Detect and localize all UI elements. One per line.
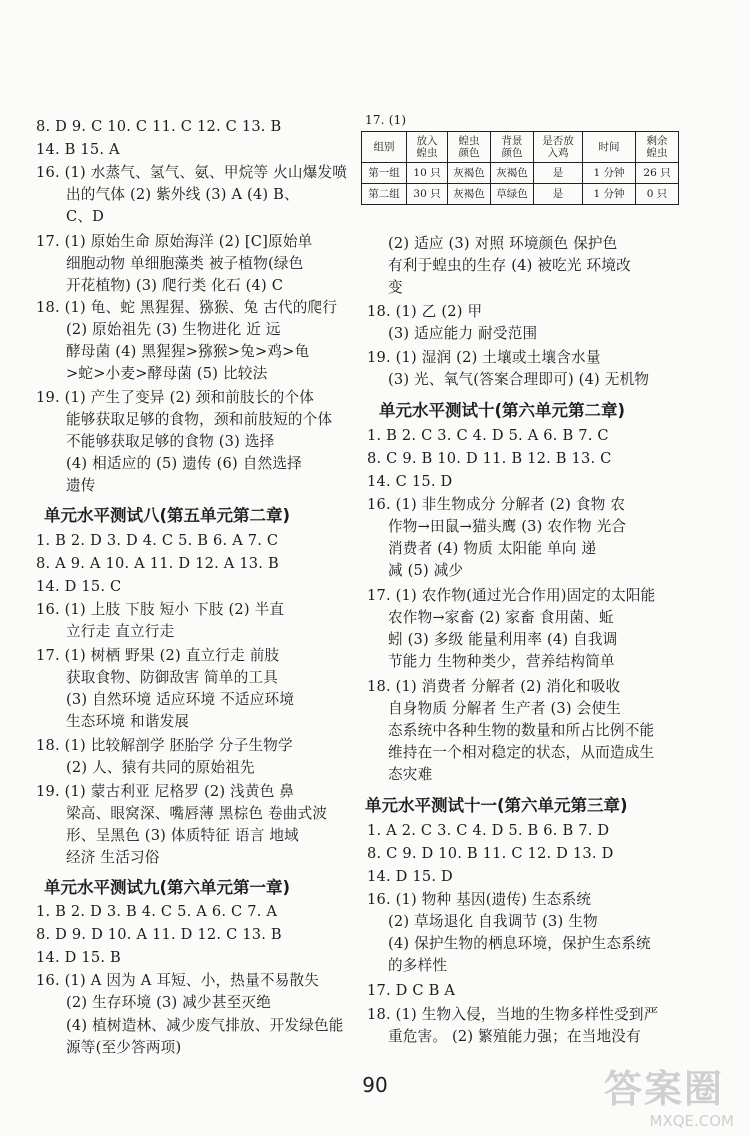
answer-line: 14. B 15. A	[36, 141, 120, 158]
answer-line: 生态环境 和谐发展	[66, 713, 190, 730]
answer-line: 14. D 15. B	[36, 949, 121, 966]
answer-line: 8. C 9. B 10. D 11. B 12. B 13. C	[367, 450, 612, 467]
answer-line: (2) 生存环境 (3) 减少甚至灭绝	[66, 994, 271, 1011]
answer-line: 维持在一个相对稳定的状态，从而造成生	[388, 744, 655, 761]
section-heading: 单元水平测试十(第六单元第二章)	[379, 401, 626, 420]
answer-line: 农作物→家畜 (2) 家畜 食用菌、蚯	[388, 609, 614, 626]
answer-line: (2) 人、猿有共同的原始祖先	[66, 759, 255, 776]
answer-line: 14. C 15. D	[367, 473, 453, 490]
answer-line: 态系统中各种生物的数量和所占比例不能	[388, 722, 655, 739]
table-cell: 10 只	[407, 163, 448, 184]
table-cell: 30 只	[407, 184, 448, 205]
answer-line: 1. B 2. C 3. C 4. D 5. A 6. B 7. C	[367, 427, 609, 444]
answer-line: 出的气体 (2) 紫外线 (3) A (4) B、	[66, 186, 299, 203]
answer-line: 酵母菌 (4) 黑猩猩>猕猴>兔>鸡>龟	[66, 343, 310, 360]
answer-line: 蚓 (3) 多级 能量利用率 (4) 自我调	[388, 631, 618, 648]
table-cell: 1 分钟	[583, 184, 636, 205]
answer-line: 细胞动物 单细胞藻类 被子植物(绿色	[66, 255, 304, 272]
answer-line: 17. (1) 原始生命 原始海洋 (2) [C]原始单	[36, 233, 313, 250]
answer-line: 19. (1) 蒙古利亚 尼格罗 (2) 浅黄色 鼻	[36, 783, 295, 800]
answer-line: 变	[388, 279, 403, 296]
table-cell: 是	[534, 184, 583, 205]
answer-line: 16. (1) A 因为 A 耳短、小，热量不易散失	[36, 972, 320, 989]
page-number: 90	[362, 1073, 388, 1097]
answer-line: 的多样性	[388, 957, 448, 974]
answer-line: 遗传	[66, 477, 96, 494]
answer-line: (3) 适应能力 耐受范围	[388, 325, 538, 342]
watermark-url: MXQE.COM	[649, 1112, 734, 1130]
answer-line: 消费者 (4) 物质 太阳能 单向 递	[388, 540, 597, 557]
answer-line: 1. B 2. D 3. B 4. C 5. A 6. C 7. A	[36, 903, 278, 920]
table-header-row	[362, 132, 679, 163]
answer-line: 自身物质 分解者 生产者 (3) 会使生	[388, 700, 621, 717]
answer-line: 源等(至少答两项)	[66, 1039, 182, 1056]
answer-line: 立行走 直立行走	[66, 623, 175, 640]
answer-line: 19. (1) 湿润 (2) 土壤或土壤含水量	[367, 349, 601, 366]
answer-line: 14. D 15. C	[36, 578, 122, 595]
answer-line: (2) 草场退化 自我调节 (3) 生物	[388, 913, 598, 930]
answer-line: 减 (5) 减少	[388, 562, 464, 579]
table-cell: 草绿色	[491, 184, 534, 205]
table-cell: 灰褐色	[448, 184, 491, 205]
table-header-cell: 组别	[362, 132, 407, 163]
watermark-text: 答案圈	[603, 1067, 724, 1111]
answer-line: 1. B 2. D 3. D 4. C 5. B 6. A 7. C	[36, 532, 279, 549]
answer-line: 17. (1) 树栖 野果 (2) 直立行走 前肢	[36, 647, 280, 664]
table-cell: 第一组	[362, 163, 407, 184]
table-header-cell: 时间	[583, 132, 636, 163]
answer-line: 开花植物) (3) 爬行类 化石 (4) C	[66, 277, 284, 294]
answer-line: 16. (1) 非生物成分 分解者 (2) 食物 农	[367, 496, 626, 513]
answer-line: 态灾难	[388, 766, 433, 783]
table-cell: 1 分钟	[583, 163, 636, 184]
watermark-logo	[592, 1058, 742, 1132]
table-cell: 灰褐色	[491, 163, 534, 184]
table-cell: 0 只	[636, 184, 679, 205]
table-cell: 是	[534, 163, 583, 184]
table-row	[362, 184, 679, 205]
answer-line: 能够获取足够的食物，颈和前肢短的个体	[66, 411, 333, 428]
answer-line: 作物→田鼠→猫头鹰 (3) 农作物 光合	[388, 518, 627, 535]
table-header-cell: 蝗虫 颜色	[448, 132, 491, 163]
answer-line: 8. C 9. D 10. B 11. C 12. D 13. D	[367, 845, 614, 862]
answer-line: 获取食物、防御敌害 简单的工具	[66, 669, 278, 686]
table-header-cell: 是否放 入鸡	[534, 132, 583, 163]
answer-line: 19. (1) 产生了变异 (2) 颈和前肢长的个体	[36, 389, 315, 406]
answer-line: 17. D C B A	[367, 982, 456, 999]
answer-line: >蛇>小麦>酵母菌 (5) 比较法	[66, 365, 268, 382]
answer-line: (4) 相适应的 (5) 遗传 (6) 自然选择	[66, 455, 302, 472]
answer-line: (4) 植树造林、减少废气排放、开发绿色能	[66, 1017, 344, 1034]
section-heading: 单元水平测试八(第五单元第二章)	[44, 506, 291, 525]
answer-line: 8. D 9. C 10. C 11. C 12. C 13. B	[36, 118, 282, 135]
table-row	[362, 163, 679, 184]
answer-line: 经济 生活习俗	[66, 849, 160, 866]
answer-line: 重危害。 (2) 繁殖能力强；在当地没有	[388, 1028, 641, 1045]
answer-line: 16. (1) 上肢 下肢 短小 下肢 (2) 半直	[36, 601, 285, 618]
table-cell: 第二组	[362, 184, 407, 205]
experiment-table	[361, 131, 679, 205]
answer-line: 不能够获取足够的食物 (3) 选择	[66, 433, 275, 450]
answer-line: 8. D 9. D 10. A 11. D 12. C 13. B	[36, 926, 282, 943]
answer-line: 18. (1) 乙 (2) 甲	[367, 303, 483, 320]
answer-line: 节能力 生物种类少，营养结构简单	[388, 653, 615, 670]
table-cell: 灰褐色	[448, 163, 491, 184]
answer-line: 梁高、眼窝深、嘴唇薄 黑棕色 卷曲式波	[66, 805, 328, 822]
table-header-cell: 背景 颜色	[491, 132, 534, 163]
answer-line: (3) 光、氧气(答案合理即可) (4) 无机物	[388, 371, 650, 388]
answer-line: 有利于蝗虫的生存 (4) 被吃光 环境改	[388, 257, 631, 274]
answer-line: C、D	[66, 208, 105, 225]
section-heading: 单元水平测试十一(第六单元第三章)	[365, 796, 628, 815]
answer-line: 18. (1) 消费者 分解者 (2) 消化和吸收	[367, 678, 621, 695]
answer-line: (2) 原始祖先 (3) 生物进化 近 远	[66, 321, 281, 338]
answer-line: (3) 自然环境 适应环境 不适应环境	[66, 691, 295, 708]
answer-line: 18. (1) 生物入侵，当地的生物多样性受到严	[367, 1006, 659, 1023]
answer-line: 14. D 15. D	[367, 868, 453, 885]
answer-line: 18. (1) 龟、蛇 黑猩猩、猕猴、兔 古代的爬行	[36, 299, 338, 316]
section-heading: 单元水平测试九(第六单元第一章)	[44, 878, 291, 897]
answer-line: 1. A 2. C 3. C 4. D 5. B 6. B 7. D	[367, 822, 610, 839]
answer-line: 16. (1) 水蒸气、氢气、氨、甲烷等 火山爆发喷	[36, 164, 348, 181]
table-header-cell: 放入 蝗虫	[407, 132, 448, 163]
table-cell: 26 只	[636, 163, 679, 184]
answer-line: 8. A 9. A 10. A 11. D 12. A 13. B	[36, 555, 279, 572]
answer-line: 18. (1) 比较解剖学 胚胎学 分子生物学	[36, 737, 293, 754]
answer-line: 17. (1) 农作物(通过光合作用)固定的太阳能	[367, 587, 656, 604]
answer-line: 形、呈黑色 (3) 体质特征 语言 地域	[66, 827, 299, 844]
question-17-label: 17. (1)	[365, 113, 407, 127]
table-header-cell: 剩余 蝗虫	[636, 132, 679, 163]
answer-line: 16. (1) 物种 基因(遗传) 生态系统	[367, 891, 592, 908]
answer-line: (2) 适应 (3) 对照 环境颜色 保护色	[388, 235, 618, 252]
answer-line: (4) 保护生物的栖息环境，保护生态系统	[388, 935, 651, 952]
